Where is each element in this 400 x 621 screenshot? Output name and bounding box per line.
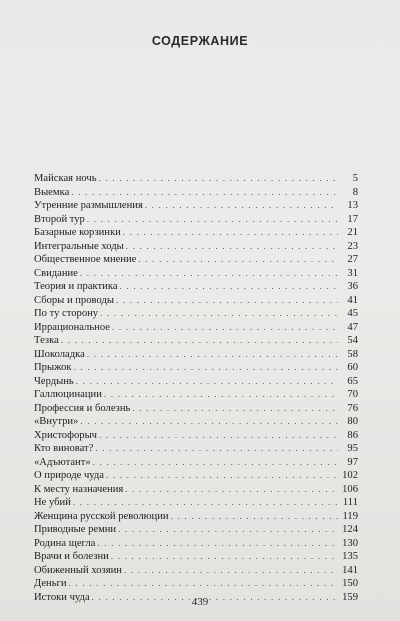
toc-entry-page: 17 — [347, 213, 358, 225]
toc-entry-page: 80 — [347, 416, 358, 427]
dot-leader — [126, 240, 338, 254]
toc-entry-title: Прыжок — [34, 362, 72, 373]
toc-entry-title: Женщина русской революции — [34, 510, 169, 522]
toc-entry-title: О природе чуда — [34, 470, 105, 481]
toc-entry-page: 150 — [342, 578, 358, 589]
dot-leader — [123, 226, 338, 240]
toc-entry-page: 36 — [347, 281, 358, 292]
toc-entry-page: 97 — [347, 456, 358, 468]
toc-entry — [34, 550, 358, 564]
toc-entry — [34, 307, 358, 321]
toc-entry — [34, 213, 358, 227]
toc-entry — [34, 402, 358, 416]
toc-entry-title: Общественное мнение — [34, 254, 137, 265]
toc-entry — [34, 388, 358, 402]
dot-leader — [145, 199, 338, 213]
toc-entry-page: 47 — [347, 321, 358, 333]
toc-entry-title: Чердынь — [34, 375, 74, 387]
toc-entry-page: 102 — [342, 470, 358, 481]
dot-leader — [132, 402, 338, 416]
toc-entry-page: 45 — [347, 308, 358, 319]
toc-entry-title: Галлюцинации — [34, 389, 102, 400]
page-title: СОДЕРЖАНИЕ — [151, 34, 249, 48]
toc-entry-title: Майская ночь — [34, 173, 97, 184]
toc-entry-title: «Внутри» — [34, 416, 79, 427]
toc-entry — [34, 267, 358, 281]
dot-leader — [80, 267, 338, 281]
dot-leader — [71, 186, 338, 200]
toc-entry-page: 58 — [347, 348, 358, 360]
toc-entry-title: Врачи и болезни — [34, 551, 109, 562]
toc-entry — [34, 280, 358, 294]
dot-leader — [111, 550, 338, 564]
toc-entry-title: Теория и практика — [34, 281, 118, 292]
dot-leader — [104, 388, 338, 402]
toc-entry-page: 119 — [342, 510, 358, 522]
toc-entry — [34, 523, 358, 537]
dot-leader — [120, 280, 338, 294]
toc-entry-title: Обиженный хозяин — [34, 564, 122, 576]
toc-entry — [34, 321, 358, 335]
toc-entry-page: 86 — [347, 429, 358, 441]
dot-leader — [116, 294, 338, 308]
toc-entry-title: Родина щегла — [34, 537, 96, 549]
toc-entry — [34, 334, 358, 348]
toc-entry-title: По ту сторону — [34, 308, 99, 319]
toc-entry-page: 130 — [342, 537, 358, 549]
dot-leader — [95, 442, 338, 456]
toc-entry-page: 159 — [342, 591, 358, 603]
toc-entry-page: 141 — [342, 564, 358, 576]
toc-entry-page: 106 — [342, 483, 358, 495]
toc-entry-title: Свидание — [34, 267, 78, 279]
toc-entry — [34, 226, 358, 240]
toc-entry-page: 95 — [347, 443, 358, 454]
toc-entry — [34, 429, 358, 443]
dot-leader — [118, 523, 338, 537]
dot-leader — [93, 456, 338, 470]
toc-entry-title: Деньги — [34, 578, 67, 589]
toc-entry-page: 135 — [342, 551, 358, 562]
toc-entry-page: 41 — [347, 294, 358, 306]
toc-entry-title: Утренние размышления — [34, 200, 143, 211]
toc-entry — [34, 496, 358, 510]
toc-entry — [34, 240, 358, 254]
toc-entry — [34, 199, 358, 213]
toc-entry — [34, 348, 358, 362]
dot-leader — [99, 429, 338, 443]
dot-leader — [87, 348, 338, 362]
toc-entry-title: Интегральные ходы — [34, 240, 124, 252]
dot-leader — [124, 564, 338, 578]
toc-entry-page: 70 — [347, 389, 358, 400]
dot-leader — [61, 334, 338, 348]
dot-leader — [69, 577, 338, 591]
dot-leader — [80, 415, 338, 429]
dot-leader — [100, 307, 338, 321]
toc-entry — [34, 483, 358, 497]
toc-entry-page: 13 — [347, 200, 358, 211]
dot-leader — [76, 375, 338, 389]
toc-entry-title: Второй тур — [34, 213, 85, 225]
toc-entry-page: 65 — [347, 375, 358, 387]
toc-entry — [34, 577, 358, 591]
toc-entry-page: 23 — [347, 240, 358, 252]
toc-entry-title: К месту назначения — [34, 483, 124, 495]
dot-leader — [97, 537, 338, 551]
toc-entry-title: Профессия и болезнь — [34, 402, 131, 414]
table-of-contents — [34, 172, 358, 604]
toc-entry-page: 27 — [347, 254, 358, 265]
toc-entry-title: Шоколадка — [34, 348, 85, 360]
dot-leader — [73, 496, 338, 510]
toc-entry-title: «Адъютант» — [34, 456, 91, 468]
toc-entry-page: 124 — [342, 524, 358, 535]
toc-entry-page: 76 — [347, 402, 358, 414]
toc-entry — [34, 415, 358, 429]
dot-leader — [106, 469, 338, 483]
toc-entry-page: 31 — [347, 267, 358, 279]
toc-entry — [34, 510, 358, 524]
toc-entry — [34, 361, 358, 375]
toc-entry-title: Христофорыч — [34, 429, 98, 441]
toc-entry — [34, 253, 358, 267]
dot-leader — [99, 172, 338, 186]
toc-entry-page: 60 — [347, 362, 358, 373]
toc-entry — [34, 469, 358, 483]
toc-entry-page: 111 — [342, 497, 358, 508]
toc-entry — [34, 456, 358, 470]
toc-entry-title: Выемка — [34, 186, 70, 198]
dot-leader — [171, 510, 338, 524]
toc-entry-title: Иррациональное — [34, 321, 110, 333]
toc-entry — [34, 564, 358, 578]
toc-entry-title: Базарные корзинки — [34, 227, 121, 238]
dot-leader — [138, 253, 338, 267]
toc-entry-title: Приводные ремни — [34, 524, 117, 535]
toc-entry — [34, 375, 358, 389]
toc-entry — [34, 442, 358, 456]
page-number: 439 — [191, 596, 209, 608]
toc-entry — [34, 537, 358, 551]
toc-entry-page: 54 — [347, 335, 358, 346]
dot-leader — [125, 483, 338, 497]
toc-entry-title: Тезка — [34, 335, 59, 346]
dot-leader — [74, 361, 338, 375]
toc-entry-page: 21 — [347, 227, 358, 238]
toc-entry-title: Не убий — [34, 497, 71, 508]
toc-entry-title: Сборы и проводы — [34, 294, 114, 306]
toc-entry — [34, 172, 358, 186]
toc-entry-page: 5 — [352, 173, 358, 184]
toc-entry-title: Истоки чуда — [34, 591, 90, 603]
dot-leader — [112, 321, 338, 335]
toc-entry-title: Кто виноват? — [34, 443, 94, 454]
toc-entry-page: 8 — [352, 186, 358, 198]
dot-leader — [87, 213, 338, 227]
toc-entry — [34, 294, 358, 308]
toc-entry — [34, 186, 358, 200]
